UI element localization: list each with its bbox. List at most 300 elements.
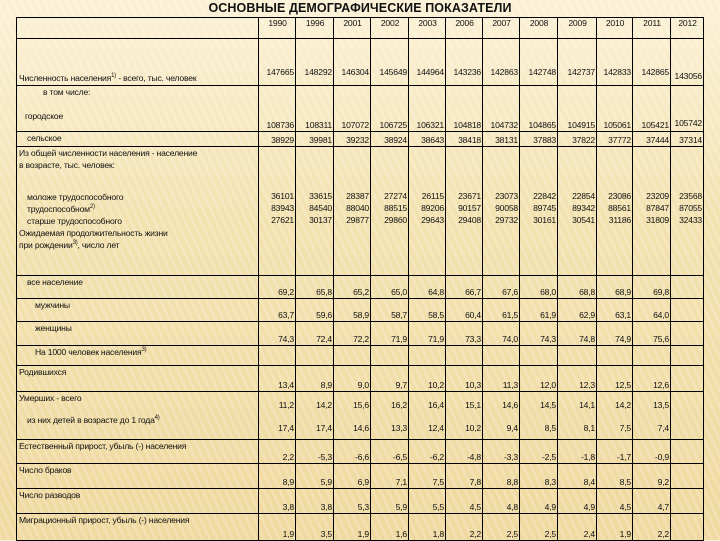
- cell-population_total-2010: 142833: [597, 39, 633, 86]
- value-younger: 22854: [572, 191, 595, 201]
- label-text: Число разводов: [19, 490, 81, 500]
- cell-le_all-1996: 65,8: [296, 276, 334, 299]
- cell-births-2002: 9,7: [371, 366, 409, 392]
- cell-births-2012: [671, 366, 704, 392]
- row-le-women: [17, 322, 704, 346]
- cell-le_women-2003: 71,9: [409, 322, 446, 346]
- cell-deaths-1990: [259, 392, 296, 440]
- label-text: мужчины: [35, 300, 70, 310]
- row-label: [17, 276, 259, 299]
- value-younger: 23671: [458, 191, 481, 201]
- label-text: На 1000 человек населения: [35, 347, 142, 357]
- value-younger: 23073: [495, 191, 518, 201]
- cell-deaths-2012: [671, 392, 704, 440]
- label-text: Численность населения: [19, 73, 112, 83]
- cell-births-1990: 13,4: [259, 366, 296, 392]
- cell-migration_growth-2012: [671, 514, 704, 541]
- cell-per-1000-2002: [371, 346, 409, 366]
- year-header-2009: 2009: [558, 18, 597, 39]
- cell-population_total-2009: 142737: [558, 39, 597, 86]
- row-label: [17, 514, 259, 541]
- cell-le_men-2011: 64,0: [633, 299, 671, 322]
- value-deaths: 15,1: [465, 400, 481, 410]
- cell-urban-2006: 104818: [446, 86, 483, 132]
- cell-per-1000-2011: [633, 346, 671, 366]
- cell-le_all-2006: 66,7: [446, 276, 483, 299]
- cell-natural_growth-2003: -6,2: [409, 440, 446, 464]
- cell-marriages-2001: 6,9: [334, 464, 371, 489]
- cell-migration_growth-2011: 2,2: [633, 514, 671, 541]
- cell-rural-2011: 37444: [633, 132, 671, 147]
- label-text: Умерших - всего: [19, 393, 82, 403]
- value-older: 30137: [309, 215, 332, 225]
- cell-rural-1990: 38929: [259, 132, 296, 147]
- cell-divorces-2008: 4,9: [520, 489, 558, 514]
- row-per-1000: [17, 346, 704, 366]
- cell-per-1000-2006: [446, 346, 483, 366]
- row-label: [17, 86, 259, 132]
- year-header-2010: 2010: [597, 18, 633, 39]
- value-younger: 28387: [346, 191, 369, 201]
- cell-births-2011: 12,6: [633, 366, 671, 392]
- value-working: 90058: [495, 203, 518, 213]
- row-label-age-block: [17, 147, 259, 276]
- row-divorces: [17, 489, 704, 514]
- cell-le_men-2012: [671, 299, 704, 322]
- cell-migration_growth-2007: 2,5: [483, 514, 520, 541]
- year-header-2012: 2012: [671, 18, 704, 39]
- cell-per-1000-2007: [483, 346, 520, 366]
- cell-per-1000-1990: [259, 346, 296, 366]
- value-older: 31186: [608, 215, 631, 225]
- cell-migration_growth-2010: 1,9: [597, 514, 633, 541]
- cell-deaths-2010: [597, 392, 633, 440]
- label-text: - всего, тыс. человек: [116, 73, 197, 83]
- cell-rural-2001: 39232: [334, 132, 371, 147]
- cell-le_women-2007: 74,0: [483, 322, 520, 346]
- value-older: 29643: [421, 215, 444, 225]
- cell-le_women-2008: 74,3: [520, 322, 558, 346]
- cell-age-groups-1996: [296, 147, 334, 276]
- cell-marriages-2002: 7,1: [371, 464, 409, 489]
- value-deaths: 14,6: [502, 400, 518, 410]
- cell-marriages-2011: 9,2: [633, 464, 671, 489]
- value-deaths: 14,1: [579, 400, 595, 410]
- cell-age-groups-2011: [633, 147, 671, 276]
- value-younger: 36101: [271, 191, 294, 201]
- cell-deaths-1996: [296, 392, 334, 440]
- cell-migration_growth-2006: 2,2: [446, 514, 483, 541]
- row-label: [17, 39, 259, 86]
- footnote-marker: 3): [72, 240, 78, 247]
- label-older: старше трудоспособного: [27, 216, 122, 226]
- cell-le_men-2003: 58,5: [409, 299, 446, 322]
- cell-natural_growth-2007: -3,3: [483, 440, 520, 464]
- cell-deaths-2003: [409, 392, 446, 440]
- cell-population_total-1990: 147665: [259, 39, 296, 86]
- cell-le_men-1990: 63,7: [259, 299, 296, 322]
- year-header-2007: 2007: [483, 18, 520, 39]
- row-label: [17, 366, 259, 392]
- row-births: [17, 366, 704, 392]
- cell-le_women-1996: 72,4: [296, 322, 334, 346]
- spacer: [19, 404, 257, 414]
- cell-migration_growth-2001: 1,9: [334, 514, 371, 541]
- cell-natural_growth-2002: -6,5: [371, 440, 409, 464]
- cell-divorces-2010: 4,5: [597, 489, 633, 514]
- row-population-total: [17, 39, 704, 86]
- cell-le_women-1990: 74,3: [259, 322, 296, 346]
- cell-urban-2002: 106725: [371, 86, 409, 132]
- cell-migration_growth-2009: 2,4: [558, 514, 597, 541]
- value-working: 84540: [309, 203, 332, 213]
- cell-marriages-2010: 8,5: [597, 464, 633, 489]
- value-deaths: 11,2: [278, 400, 294, 410]
- cell-births-2007: 11,3: [483, 366, 520, 392]
- cell-rural-2010: 37772: [597, 132, 633, 147]
- cell-rural-2002: 38924: [371, 132, 409, 147]
- label-text: Миграционный прирост, убыль (-) населения: [19, 515, 190, 525]
- cell-population_total-2002: 145649: [371, 39, 409, 86]
- cell-marriages-1990: 8,9: [259, 464, 296, 489]
- cell-deaths-2011: [633, 392, 671, 440]
- label-text: Из общей численности населения - население: [19, 148, 198, 158]
- value-younger: 23209: [646, 191, 669, 201]
- value-older: 32433: [679, 215, 702, 225]
- cell-migration_growth-1996: 3,5: [296, 514, 334, 541]
- cell-births-2003: 10,2: [409, 366, 446, 392]
- spacer: [19, 171, 257, 191]
- cell-age-groups-2009: [558, 147, 597, 276]
- value-older: 30541: [572, 215, 595, 225]
- cell-population_total-2012: 143056: [671, 39, 704, 86]
- cell-urban-2010: 105061: [597, 86, 633, 132]
- label-life-expectancy-1: Ожидаемая продолжительность жизни: [19, 228, 168, 238]
- cell-urban-2009: 104915: [558, 86, 597, 132]
- cell-marriages-2006: 7,8: [446, 464, 483, 489]
- cell-natural_growth-2010: -1,7: [597, 440, 633, 464]
- value-infant: 8,1: [583, 423, 595, 433]
- year-header-2011: 2011: [633, 18, 671, 39]
- cell-births-2010: 12,5: [597, 366, 633, 392]
- value-working: 89206: [421, 203, 444, 213]
- value-infant: 13,3: [391, 423, 407, 433]
- cell-le_men-2002: 58,7: [371, 299, 409, 322]
- value-younger: 26115: [421, 191, 444, 201]
- cell-le_women-2001: 72,2: [334, 322, 371, 346]
- footnote-marker: 3): [141, 347, 147, 354]
- cell-natural_growth-2008: -2,5: [520, 440, 558, 464]
- year-header-2001: 2001: [334, 18, 371, 39]
- cell-divorces-2003: 5,5: [409, 489, 446, 514]
- cell-per-1000-2009: [558, 346, 597, 366]
- cell-divorces-2002: 5,9: [371, 489, 409, 514]
- cell-population_total-2001: 146304: [334, 39, 371, 86]
- cell-urban-1990: 108736: [259, 86, 296, 132]
- value-working: 87055: [679, 203, 702, 213]
- label-text: при рождении: [19, 240, 73, 250]
- label-text: Число браков: [19, 465, 72, 475]
- value-infant: 17,4: [316, 423, 332, 433]
- label-text: Родившихся: [19, 367, 67, 377]
- year-header-2006: 2006: [446, 18, 483, 39]
- value-infant: 9,4: [506, 423, 518, 433]
- cell-population_total-2008: 142748: [520, 39, 558, 86]
- value-working: 88515: [384, 203, 407, 213]
- cell-urban-2003: 106321: [409, 86, 446, 132]
- cell-urban-2007: 104732: [483, 86, 520, 132]
- year-header-1990: 1990: [259, 18, 296, 39]
- cell-deaths-2001: [334, 392, 371, 440]
- row-natural-growth: [17, 440, 704, 464]
- cell-marriages-1996: 5,9: [296, 464, 334, 489]
- cell-rural-2006: 38418: [446, 132, 483, 147]
- cell-le_all-2008: 68,0: [520, 276, 558, 299]
- cell-per-1000-2012: [671, 346, 704, 366]
- header-row: [17, 18, 704, 39]
- cell-population_total-2011: 142865: [633, 39, 671, 86]
- label-infant-deaths: [19, 414, 257, 426]
- row-age-groups: [17, 147, 704, 276]
- cell-age-groups-2010: [597, 147, 633, 276]
- value-deaths: 14,2: [316, 400, 332, 410]
- row-label: [17, 489, 259, 514]
- cell-le_all-2012: [671, 276, 704, 299]
- value-infant: 14,6: [353, 423, 369, 433]
- cell-population_total-2007: 142863: [483, 39, 520, 86]
- cell-age-groups-2006: [446, 147, 483, 276]
- cell-age-groups-2001: [334, 147, 371, 276]
- label-text: в возрасте, тыс. человек:: [19, 160, 115, 170]
- demographic-table: [16, 17, 704, 541]
- label-text: из них детей в возрасте до 1 года: [27, 415, 155, 425]
- value-working: 89342: [572, 203, 595, 213]
- cell-le_men-2010: 63,1: [597, 299, 633, 322]
- value-deaths: 13,5: [653, 400, 669, 410]
- row-urban: [17, 86, 704, 132]
- cell-urban-2001: 107072: [334, 86, 371, 132]
- label-text: городское: [25, 111, 64, 121]
- label-text: женщины: [35, 323, 72, 333]
- year-header-2002: 2002: [371, 18, 409, 39]
- cell-births-1996: 8,9: [296, 366, 334, 392]
- cell-population_total-1996: 148292: [296, 39, 334, 86]
- value-older: 29860: [384, 215, 407, 225]
- cell-le_all-2001: 65,2: [334, 276, 371, 299]
- label-working: [19, 203, 257, 215]
- cell-le_women-2012: [671, 322, 704, 346]
- cell-population_total-2003: 144964: [409, 39, 446, 86]
- row-label: [17, 132, 259, 147]
- cell-divorces-2001: 5,3: [334, 489, 371, 514]
- cell-le_men-2008: 61,9: [520, 299, 558, 322]
- cell-migration_growth-2002: 1,6: [371, 514, 409, 541]
- cell-natural_growth-2006: -4,8: [446, 440, 483, 464]
- cell-rural-2003: 38643: [409, 132, 446, 147]
- cell-le_all-2002: 65,0: [371, 276, 409, 299]
- cell-divorces-1990: 3,8: [259, 489, 296, 514]
- cell-le_all-2003: 64,8: [409, 276, 446, 299]
- value-deaths: 15,6: [353, 400, 369, 410]
- cell-marriages-2007: 8,8: [483, 464, 520, 489]
- value-older: 30161: [533, 215, 556, 225]
- value-older: 29732: [495, 215, 518, 225]
- cell-divorces-2009: 4,9: [558, 489, 597, 514]
- label-text: Естественный прирост, убыль (-) населения: [19, 441, 187, 451]
- label-text: сельское: [27, 133, 62, 143]
- value-younger: 23086: [608, 191, 631, 201]
- row-label: [17, 346, 259, 366]
- cell-rural-2012: 37314: [671, 132, 704, 147]
- cell-per-1000-2010: [597, 346, 633, 366]
- row-marriages: [17, 464, 704, 489]
- cell-le_women-2010: 74,9: [597, 322, 633, 346]
- value-younger: 27274: [384, 191, 407, 201]
- cell-deaths-2009: [558, 392, 597, 440]
- footnote-marker: 2): [89, 204, 95, 211]
- cell-natural_growth-2012: [671, 440, 704, 464]
- label-text: трудоспособном: [27, 204, 90, 214]
- cell-migration_growth-2008: 2,5: [520, 514, 558, 541]
- row-label: [17, 440, 259, 464]
- cell-per-1000-2001: [334, 346, 371, 366]
- value-infant: 17,4: [278, 423, 294, 433]
- cell-rural-1996: 39981: [296, 132, 334, 147]
- row-le-men: [17, 299, 704, 322]
- cell-urban-1996: 108311: [296, 86, 334, 132]
- cell-le_women-2006: 73,3: [446, 322, 483, 346]
- cell-marriages-2003: 7,5: [409, 464, 446, 489]
- cell-age-groups-2007: [483, 147, 520, 276]
- label-life-expectancy-2: [19, 239, 257, 251]
- page-title: ОСНОВНЫЕ ДЕМОГРАФИЧЕСКИЕ ПОКАЗАТЕЛИ: [208, 1, 512, 15]
- cell-births-2001: 9,0: [334, 366, 371, 392]
- cell-natural_growth-2011: -0,9: [633, 440, 671, 464]
- cell-deaths-2008: [520, 392, 558, 440]
- cell-marriages-2012: [671, 464, 704, 489]
- cell-urban-2008: 104865: [520, 86, 558, 132]
- cell-le_men-1996: 59,6: [296, 299, 334, 322]
- cell-age-groups-2003: [409, 147, 446, 276]
- row-migration-growth: [17, 514, 704, 541]
- row-label: [17, 299, 259, 322]
- value-infant: 10,2: [465, 423, 481, 433]
- row-label: [17, 464, 259, 489]
- cell-natural_growth-1990: 2,2: [259, 440, 296, 464]
- cell-deaths-2007: [483, 392, 520, 440]
- cell-age-groups-2002: [371, 147, 409, 276]
- value-working: 89745: [533, 203, 556, 213]
- value-working: 88561: [608, 203, 631, 213]
- header-corner: [17, 18, 259, 39]
- year-header-1996: 1996: [296, 18, 334, 39]
- row-label: [17, 322, 259, 346]
- value-younger: 23568: [679, 191, 702, 201]
- cell-marriages-2009: 8,4: [558, 464, 597, 489]
- year-header-2003: 2003: [409, 18, 446, 39]
- cell-le_all-2007: 67,6: [483, 276, 520, 299]
- cell-divorces-2012: [671, 489, 704, 514]
- cell-rural-2007: 38131: [483, 132, 520, 147]
- cell-age-groups-1990: [259, 147, 296, 276]
- label-text: , число лет: [77, 240, 120, 250]
- cell-per-1000-2008: [520, 346, 558, 366]
- cell-le_women-2011: 75,6: [633, 322, 671, 346]
- value-older: 27621: [271, 215, 294, 225]
- cell-le_women-2002: 71,9: [371, 322, 409, 346]
- value-deaths: 16,2: [391, 400, 407, 410]
- cell-divorces-2006: 4,5: [446, 489, 483, 514]
- cell-le_women-2009: 74,8: [558, 322, 597, 346]
- cell-le_all-2009: 68,8: [558, 276, 597, 299]
- cell-births-2009: 12,3: [558, 366, 597, 392]
- cell-age-groups-2008: [520, 147, 558, 276]
- cell-le_all-1990: 69,2: [259, 276, 296, 299]
- row-rural: [17, 132, 704, 147]
- value-older: 31809: [646, 215, 669, 225]
- value-infant: 7,5: [619, 423, 631, 433]
- cell-rural-2008: 37883: [520, 132, 558, 147]
- value-working: 83943: [271, 203, 294, 213]
- cell-marriages-2008: 8,3: [520, 464, 558, 489]
- value-deaths: 16,4: [428, 400, 444, 410]
- value-younger: 33615: [309, 191, 332, 201]
- value-older: 29877: [346, 215, 369, 225]
- value-infant: 8,5: [544, 423, 556, 433]
- cell-divorces-2007: 4,8: [483, 489, 520, 514]
- cell-migration_growth-2003: 1,8: [409, 514, 446, 541]
- cell-rural-2009: 37822: [558, 132, 597, 147]
- cell-natural_growth-2001: -6,6: [334, 440, 371, 464]
- value-older: 29408: [458, 215, 481, 225]
- value-working: 88040: [346, 203, 369, 213]
- cell-le_men-2009: 62,9: [558, 299, 597, 322]
- row-deaths: [17, 392, 704, 440]
- cell-births-2008: 12,0: [520, 366, 558, 392]
- value-deaths: 14,2: [615, 400, 631, 410]
- cell-urban-2011: 105421: [633, 86, 671, 132]
- value-younger: 22842: [533, 191, 556, 201]
- cell-le_men-2006: 60,4: [446, 299, 483, 322]
- cell-le_men-2001: 58,9: [334, 299, 371, 322]
- sub-label: в том числе:: [43, 87, 91, 97]
- value-working: 90157: [458, 203, 481, 213]
- cell-urban-2012: 105742: [671, 86, 704, 132]
- footnote-marker: 1): [111, 73, 117, 80]
- cell-migration_growth-1990: 1,9: [259, 514, 296, 541]
- year-header-2008: 2008: [520, 18, 558, 39]
- cell-le_all-2011: 69,8: [633, 276, 671, 299]
- value-infant: 12,4: [428, 423, 444, 433]
- cell-per-1000-1996: [296, 346, 334, 366]
- cell-deaths-2006: [446, 392, 483, 440]
- cell-natural_growth-2009: -1,8: [558, 440, 597, 464]
- cell-deaths-2002: [371, 392, 409, 440]
- cell-natural_growth-1996: -5,3: [296, 440, 334, 464]
- cell-age-groups-2012: [671, 147, 704, 276]
- cell-population_total-2006: 143236: [446, 39, 483, 86]
- row-le-all: [17, 276, 704, 299]
- label-younger: моложе трудоспособного: [27, 192, 124, 202]
- cell-divorces-2011: 4,7: [633, 489, 671, 514]
- cell-per-1000-2003: [409, 346, 446, 366]
- cell-le_men-2007: 61,5: [483, 299, 520, 322]
- value-working: 87847: [646, 203, 669, 213]
- label-text: все население: [27, 277, 83, 287]
- value-deaths: 14,5: [540, 400, 556, 410]
- cell-le_all-2010: 68,9: [597, 276, 633, 299]
- cell-divorces-1996: 3,8: [296, 489, 334, 514]
